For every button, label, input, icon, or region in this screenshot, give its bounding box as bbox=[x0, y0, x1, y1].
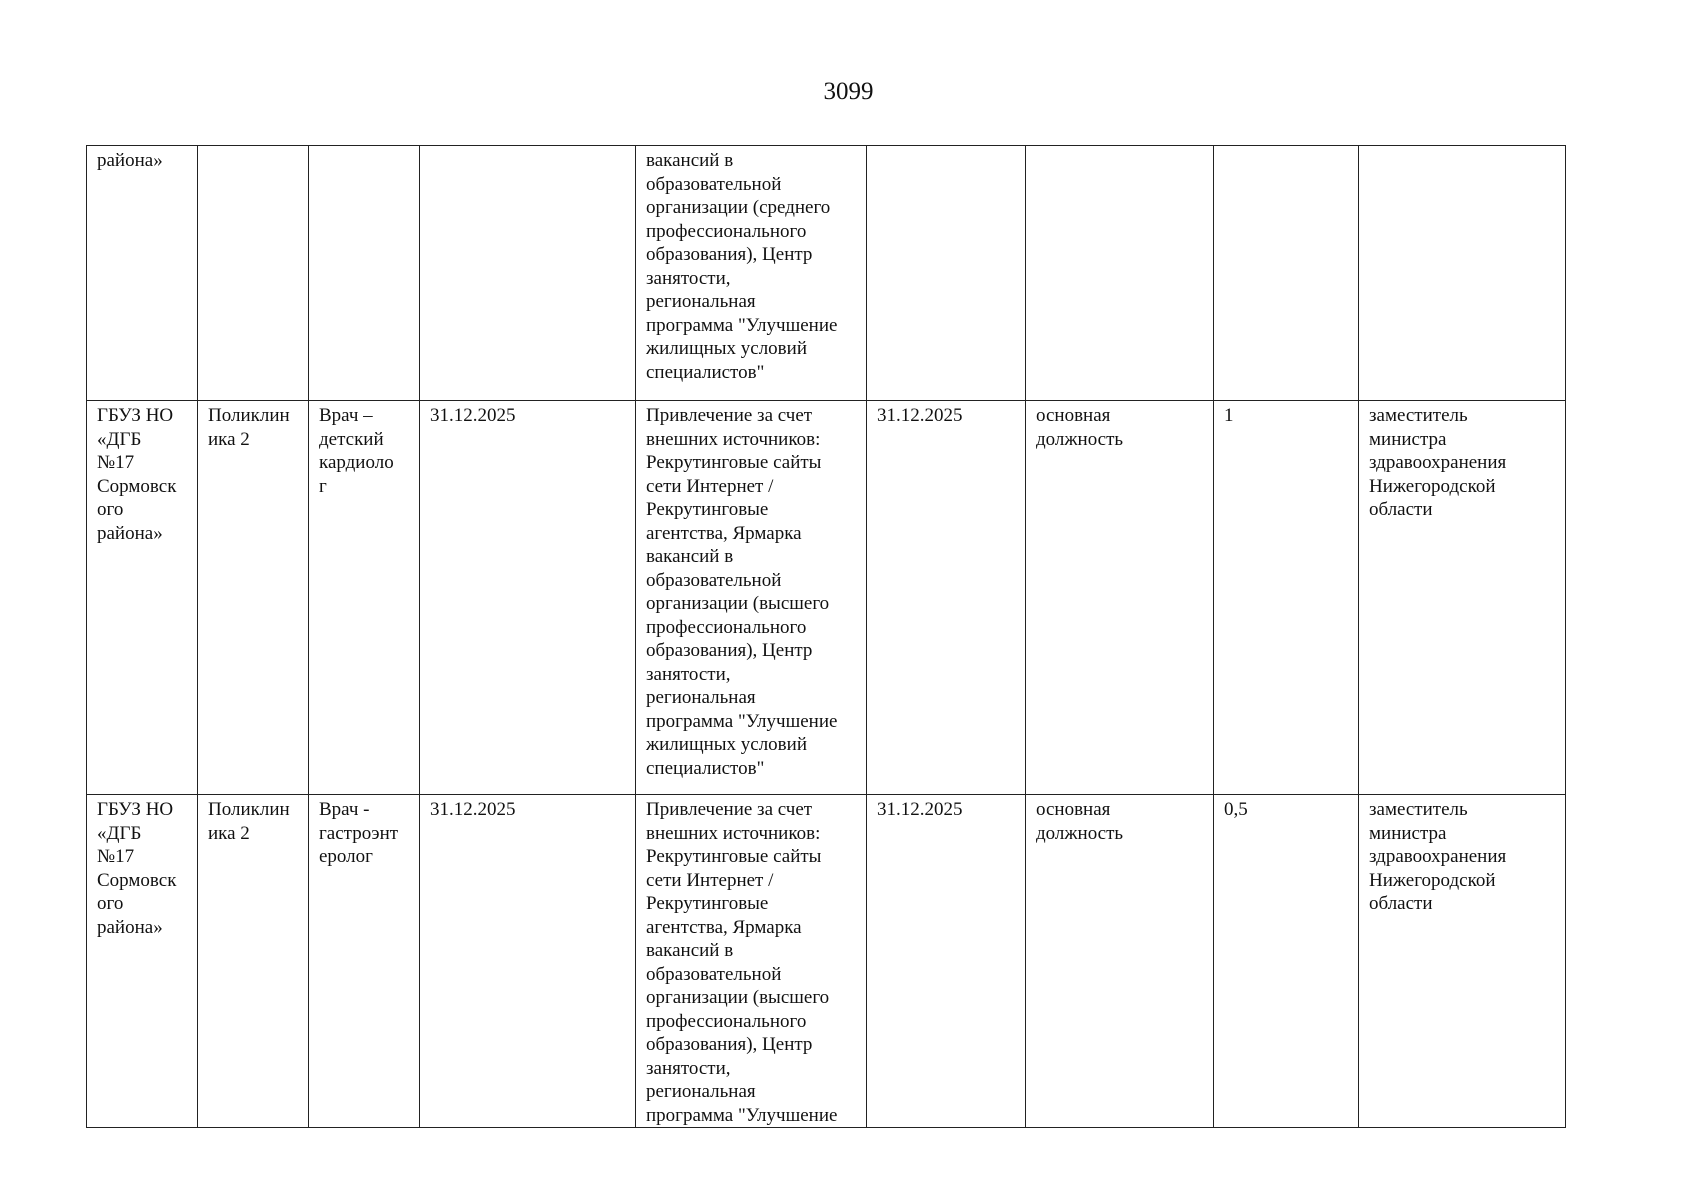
position-cell: Врач – детский кардиоло г bbox=[309, 401, 420, 795]
deadline-cell: 31.12.2025 bbox=[867, 401, 1026, 795]
recruitment-source-cell: вакансий в образовательной организации (среднего профессионального образования), Центр занятости, региональная программа "Улучшение жилищных условий специалистов" bbox=[636, 146, 867, 401]
date-cell bbox=[420, 146, 636, 401]
department-cell: Поликлин ика 2 bbox=[198, 795, 309, 1128]
deadline-cell: 31.12.2025 bbox=[867, 795, 1026, 1128]
page-number: 3099 bbox=[823, 78, 874, 105]
position-type-cell: основная должность bbox=[1026, 401, 1214, 795]
department-cell bbox=[198, 146, 309, 401]
organization-cell: ГБУЗ НО «ДГБ №17 Сормовск ого района» bbox=[87, 401, 198, 795]
position-cell bbox=[309, 146, 420, 401]
recruitment-source-cell: Привлечение за счет внешних источников: Рекрутинговые сайты сети Интернет / Рекрутинговые агентства, Ярмарка вакансий в образовательной организации (высшего профессионального образования), Центр занятости, региональная программа "Улучшение жилищных условий специалистов" bbox=[636, 401, 867, 795]
responsible-cell: заместитель министра здравоохранения Нижегородской области bbox=[1359, 795, 1566, 1128]
staffing-table bbox=[86, 145, 1566, 1128]
rate-cell: 1 bbox=[1214, 401, 1359, 795]
position-type-cell: основная должность bbox=[1026, 795, 1214, 1128]
rate-cell bbox=[1214, 146, 1359, 401]
position-type-cell bbox=[1026, 146, 1214, 401]
date-cell: 31.12.2025 bbox=[420, 401, 636, 795]
table-row bbox=[87, 146, 1566, 401]
table-row bbox=[87, 401, 1566, 795]
department-cell: Поликлин ика 2 bbox=[198, 401, 309, 795]
position-cell: Врач - гастроэнт еролог bbox=[309, 795, 420, 1128]
recruitment-source-cell: Привлечение за счет внешних источников: Рекрутинговые сайты сети Интернет / Рекрутинговые агентства, Ярмарка вакансий в образовательной организации (высшего профессионального образования), Центр занятости, региональная программа "Улучшение bbox=[636, 795, 867, 1128]
deadline-cell bbox=[867, 146, 1026, 401]
responsible-cell: заместитель министра здравоохранения Нижегородской области bbox=[1359, 401, 1566, 795]
responsible-cell bbox=[1359, 146, 1566, 401]
table-row bbox=[87, 795, 1566, 1128]
rate-cell: 0,5 bbox=[1214, 795, 1359, 1128]
organization-cell: района» bbox=[87, 146, 198, 401]
date-cell: 31.12.2025 bbox=[420, 795, 636, 1128]
organization-cell: ГБУЗ НО «ДГБ №17 Сормовск ого района» bbox=[87, 795, 198, 1128]
